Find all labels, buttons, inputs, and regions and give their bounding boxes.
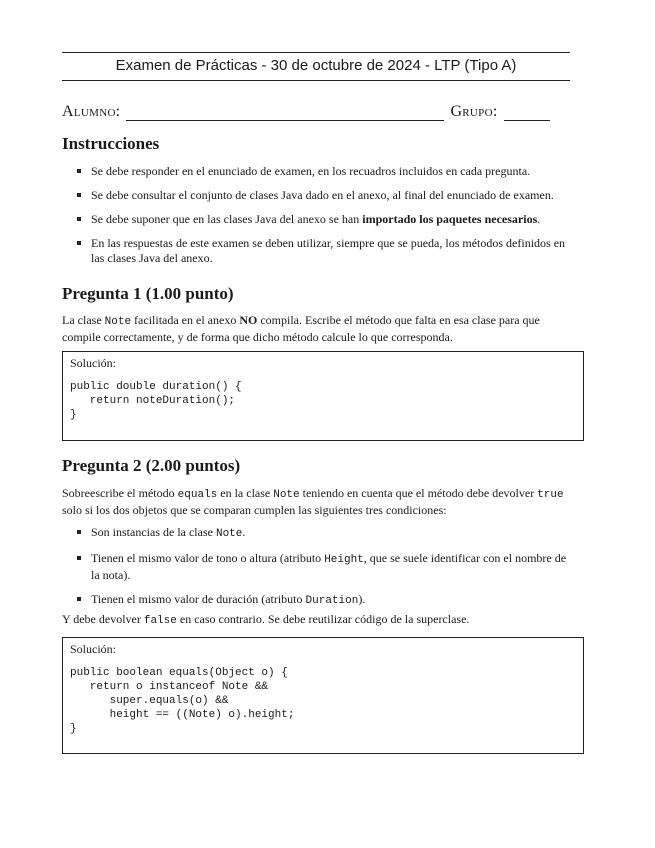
instruction-item: Se debe consultar el conjunto de clases Java dado en el anexo, al final del enunciado de examen. — [62, 188, 570, 203]
bullet-icon — [77, 556, 81, 560]
question-2-solution-code: public boolean equals(Object o) { return o instanceof Note && super.equals(o) && height == ((Note) o).height; } — [70, 667, 295, 735]
grupo-blank-field[interactable] — [504, 106, 550, 121]
condition-item: Son instancias de la clase Note. — [62, 525, 570, 542]
instructions-list — [62, 164, 570, 275]
bullet-icon — [77, 597, 81, 601]
question-2-statement: Sobreescribe el método equals en la clase Note teniendo en cuenta que el método debe devolver true solo si los dos objetos que se comparan cumplen las siguientes tres condiciones: — [62, 486, 564, 517]
instruction-item: Se debe suponer que en las clases Java del anexo se han importado los paquetes necesarios. — [62, 212, 570, 227]
bullet-icon — [77, 530, 81, 534]
instruction-item: Se debe responder en el enunciado de examen, en los recuadros incluidos en cada pregunta. — [62, 164, 570, 179]
question-1-solution-box[interactable] — [62, 351, 584, 441]
exam-header-title: Examen de Prácticas - 30 de octubre de 2024 - LTP (Tipo A) — [115, 57, 517, 74]
alumno-blank-field[interactable] — [126, 106, 444, 121]
alumno-label: Alumno: — [62, 103, 121, 120]
condition-item: Tienen el mismo valor de duración (atributo Duration). — [62, 592, 570, 609]
header-bottom-rule — [62, 80, 570, 81]
grupo-label: Grupo: — [450, 103, 498, 120]
bullet-icon — [77, 217, 81, 221]
bullet-icon — [77, 169, 81, 173]
bullet-icon — [77, 241, 81, 245]
solution-label: Solución: — [70, 642, 117, 656]
question-2-solution-box[interactable] — [62, 637, 584, 754]
header-top-rule — [62, 52, 570, 53]
question-1-heading: Pregunta 1 (1.00 punto) — [62, 284, 234, 303]
question-2-heading: Pregunta 2 (2.00 puntos) — [62, 456, 241, 475]
question-1-solution-code: public double duration() { return noteDuration(); } — [70, 381, 242, 421]
condition-item: Tienen el mismo valor de tono o altura (atributo Height, que se suele identificar con el nombre de la nota). — [62, 551, 570, 583]
student-info-line — [62, 103, 570, 121]
question-2-conditions-list — [62, 525, 570, 618]
bullet-icon — [77, 193, 81, 197]
question-1-statement: La clase Note facilitada en el anexo NO compila. Escribe el método que falta en esa clase para que compile correctamente, y de forma que dicho método calcule lo que corresponda. — [62, 313, 540, 344]
solution-label: Solución: — [70, 356, 117, 370]
instruction-item: En las respuestas de este examen se deben utilizar, siempre que se pueda, los métodos definidos en las clases Java del anexo. — [62, 236, 570, 266]
question-2-footer: Y debe devolver false en caso contrario. Se debe reutilizar código de la superclase. — [62, 612, 470, 627]
instructions-heading: Instrucciones — [62, 134, 160, 153]
